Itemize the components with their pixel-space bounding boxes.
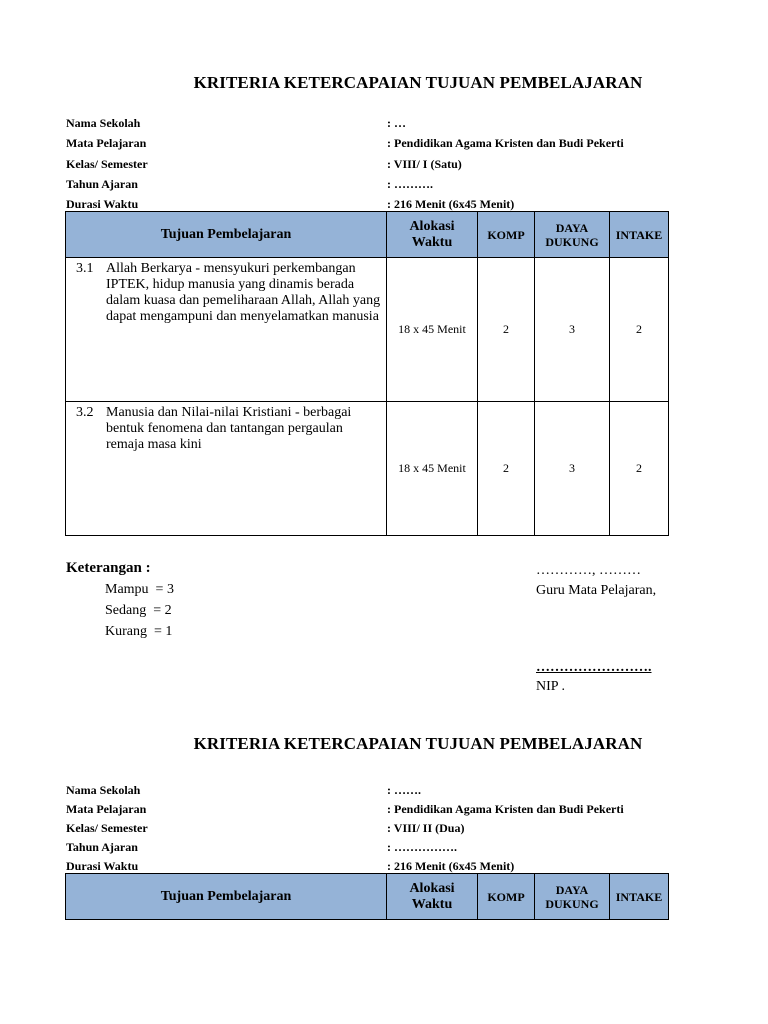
signature-name-line: ……………………. [536, 660, 652, 675]
signature-nip: NIP . [536, 679, 566, 694]
tujuan-text: Allah Berkarya - mensyukuri perkembangan IPTEK, hidup manusia yang dinamis berada dalam kuasa dan pemeliharaan Allah, Allah yang dapat mengampuni dan menyelamatkan manusia [106, 261, 381, 324]
info-label-nama-sekolah: Nama Sekolah [66, 783, 141, 797]
keterangan-title: Keterangan : [66, 560, 151, 576]
keterangan-item: Kurang = 1 [105, 624, 173, 639]
header-alokasi-line2: Waktu [411, 234, 453, 250]
info-value-nama-sekolah: : ……. [387, 783, 421, 797]
info-label-tahun-ajaran: Tahun Ajaran [66, 840, 138, 854]
header-intake: INTAKE [610, 212, 669, 258]
header-alokasi [387, 212, 478, 258]
header-daya-line1: DAYA [555, 220, 589, 235]
header-tujuan: Tujuan Pembelajaran [66, 874, 387, 920]
table-row [66, 258, 669, 402]
header-tujuan: Tujuan Pembelajaran [66, 212, 387, 258]
daya-dukung-cell: 3 [535, 402, 610, 536]
header-daya-line2: DUKUNG [545, 234, 599, 249]
table-header-row [66, 874, 669, 920]
info-label-tahun-ajaran: Tahun Ajaran [66, 177, 138, 191]
tujuan-text: Manusia dan Nilai-nilai Kristiani - berbagai bentuk fenomena dan tantangan pergaulan remaja masa kini [106, 405, 352, 452]
header-alokasi-line1: Alokasi [409, 218, 455, 234]
tujuan-number: 3.2 [76, 405, 94, 420]
info-value-nama-sekolah: : … [387, 116, 406, 130]
info-value-mata-pelajaran: : Pendidikan Agama Kristen dan Budi Pekerti [387, 802, 624, 816]
tujuan-cell [66, 258, 387, 402]
info-value-tahun-ajaran: : ………. [387, 177, 433, 191]
info-label-mata-pelajaran: Mata Pelajaran [66, 136, 147, 150]
daya-dukung-cell: 3 [535, 258, 610, 402]
table-row [66, 402, 669, 536]
alokasi-cell: 18 x 45 Menit [387, 258, 478, 402]
info-label-nama-sekolah: Nama Sekolah [66, 116, 141, 130]
info-label-kelas-semester: Kelas/ Semester [66, 821, 148, 835]
header-daya-dukung [535, 212, 610, 258]
info-value-durasi-waktu: : 216 Menit (6x45 Menit) [387, 859, 515, 873]
info-label-durasi-waktu: Durasi Waktu [66, 197, 139, 211]
header-intake: INTAKE [610, 874, 669, 920]
tujuan-cell [66, 402, 387, 536]
info-label-durasi-waktu: Durasi Waktu [66, 859, 139, 873]
header-alokasi-line1: Alokasi [409, 880, 455, 896]
page-title-2: KRITERIA KETERCAPAIAN TUJUAN PEMBELAJARAN [193, 734, 643, 753]
header-komp: KOMP [478, 212, 535, 258]
header-komp: KOMP [478, 874, 535, 920]
kktp-table-2 [65, 873, 669, 920]
header-daya-dukung [535, 874, 610, 920]
header-alokasi [387, 874, 478, 920]
page-title: KRITERIA KETERCAPAIAN TUJUAN PEMBELAJARAN [193, 73, 643, 92]
keterangan-item: Mampu = 3 [105, 582, 174, 597]
info-value-mata-pelajaran: : Pendidikan Agama Kristen dan Budi Pekerti [387, 136, 624, 150]
intake-cell: 2 [610, 402, 669, 536]
signature-role: Guru Mata Pelajaran, [536, 583, 657, 598]
kktp-table [65, 211, 669, 536]
header-daya-line2: DUKUNG [545, 896, 599, 911]
table-header-row [66, 212, 669, 258]
tujuan-number: 3.1 [76, 261, 94, 276]
intake-cell: 2 [610, 258, 669, 402]
header-daya-line1: DAYA [555, 882, 589, 897]
info-value-durasi-waktu: : 216 Menit (6x45 Menit) [387, 197, 515, 211]
info-label-mata-pelajaran: Mata Pelajaran [66, 802, 147, 816]
info-value-kelas-semester: : VIII/ I (Satu) [387, 157, 462, 171]
keterangan-item: Sedang = 2 [105, 603, 172, 618]
info-label-kelas-semester: Kelas/ Semester [66, 157, 148, 171]
komp-cell: 2 [478, 402, 535, 536]
komp-cell: 2 [478, 258, 535, 402]
signature-place-date: …………, ……… [536, 563, 641, 578]
info-value-kelas-semester: : VIII/ II (Dua) [387, 821, 465, 835]
info-value-tahun-ajaran: : ……………. [387, 840, 457, 854]
header-alokasi-line2: Waktu [411, 896, 453, 912]
alokasi-cell: 18 x 45 Menit [387, 402, 478, 536]
